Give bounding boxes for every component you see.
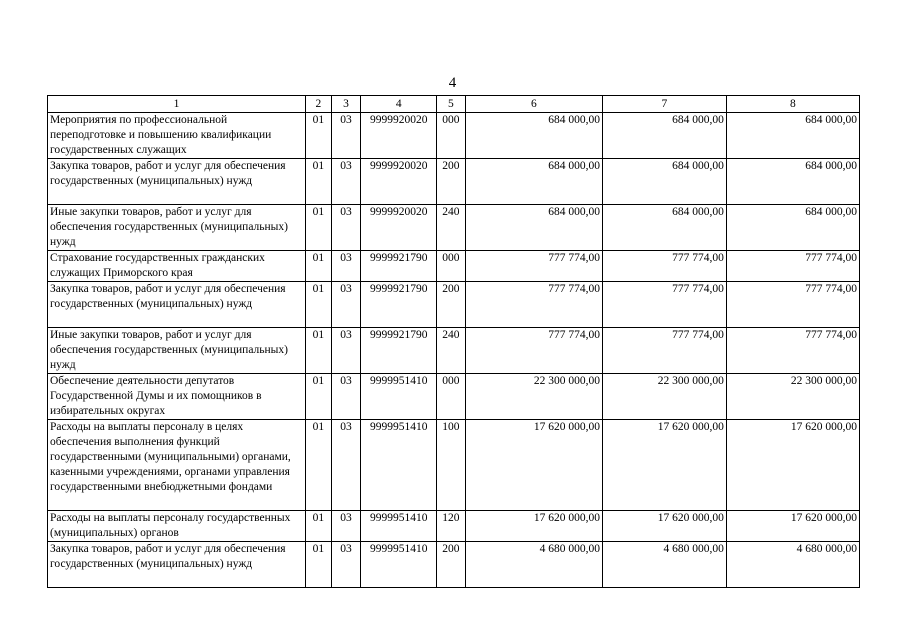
table-row	[48, 159, 860, 205]
amount-col-8: 777 774,00	[726, 282, 859, 328]
column-header: 7	[602, 96, 726, 113]
target-article-code: 9999920020	[361, 113, 437, 159]
expense-type-code: 240	[437, 328, 466, 374]
row-description: Иные закупки товаров, работ и услуг для обеспечения государственных (муниципальных) нужд	[48, 328, 306, 374]
expense-type-code: 100	[437, 420, 466, 511]
subsection-code: 03	[331, 374, 361, 420]
section-code: 01	[306, 205, 332, 251]
target-article-code: 9999921790	[361, 328, 437, 374]
amount-col-7: 684 000,00	[602, 113, 726, 159]
row-description: Закупка товаров, работ и услуг для обеспечения государственных (муниципальных) нужд	[48, 282, 306, 328]
row-description: Страхование государственных гражданских служащих Приморского края	[48, 251, 306, 282]
amount-col-8: 17 620 000,00	[726, 420, 859, 511]
amount-col-8: 4 680 000,00	[726, 542, 859, 588]
subsection-code: 03	[331, 251, 361, 282]
subsection-code: 03	[331, 205, 361, 251]
column-header: 3	[331, 96, 361, 113]
amount-col-8: 777 774,00	[726, 328, 859, 374]
column-header: 1	[48, 96, 306, 113]
table-row	[48, 251, 860, 282]
expense-type-code: 200	[437, 282, 466, 328]
expense-type-code: 200	[437, 159, 466, 205]
section-code: 01	[306, 328, 332, 374]
column-header: 5	[437, 96, 466, 113]
column-header: 8	[726, 96, 859, 113]
amount-col-8: 22 300 000,00	[726, 374, 859, 420]
amount-col-6: 684 000,00	[465, 159, 602, 205]
amount-col-7: 777 774,00	[602, 282, 726, 328]
expense-type-code: 000	[437, 113, 466, 159]
amount-col-6: 4 680 000,00	[465, 542, 602, 588]
table-row	[48, 511, 860, 542]
expense-type-code: 240	[437, 205, 466, 251]
table-header-row	[48, 96, 860, 113]
subsection-code: 03	[331, 542, 361, 588]
target-article-code: 9999920020	[361, 205, 437, 251]
row-description: Иные закупки товаров, работ и услуг для обеспечения государственных (муниципальных) нужд	[48, 205, 306, 251]
section-code: 01	[306, 511, 332, 542]
amount-col-7: 777 774,00	[602, 251, 726, 282]
target-article-code: 9999951410	[361, 374, 437, 420]
amount-col-6: 17 620 000,00	[465, 420, 602, 511]
section-code: 01	[306, 420, 332, 511]
amount-col-8: 17 620 000,00	[726, 511, 859, 542]
amount-col-7: 22 300 000,00	[602, 374, 726, 420]
column-header: 4	[361, 96, 437, 113]
subsection-code: 03	[331, 282, 361, 328]
subsection-code: 03	[331, 420, 361, 511]
amount-col-7: 4 680 000,00	[602, 542, 726, 588]
amount-col-8: 684 000,00	[726, 205, 859, 251]
target-article-code: 9999921790	[361, 251, 437, 282]
amount-col-8: 684 000,00	[726, 159, 859, 205]
target-article-code: 9999951410	[361, 511, 437, 542]
amount-col-6: 684 000,00	[465, 113, 602, 159]
amount-col-6: 777 774,00	[465, 251, 602, 282]
table-row	[48, 328, 860, 374]
target-article-code: 9999921790	[361, 282, 437, 328]
expense-type-code: 120	[437, 511, 466, 542]
amount-col-8: 684 000,00	[726, 113, 859, 159]
table-row	[48, 542, 860, 588]
expense-type-code: 200	[437, 542, 466, 588]
row-description: Расходы на выплаты персоналу государственных (муниципальных) органов	[48, 511, 306, 542]
section-code: 01	[306, 159, 332, 205]
amount-col-6: 777 774,00	[465, 282, 602, 328]
section-code: 01	[306, 251, 332, 282]
table-row	[48, 374, 860, 420]
table-row	[48, 113, 860, 159]
subsection-code: 03	[331, 328, 361, 374]
section-code: 01	[306, 542, 332, 588]
amount-col-7: 17 620 000,00	[602, 420, 726, 511]
target-article-code: 9999920020	[361, 159, 437, 205]
subsection-code: 03	[331, 511, 361, 542]
amount-col-6: 17 620 000,00	[465, 511, 602, 542]
amount-col-7: 17 620 000,00	[602, 511, 726, 542]
amount-col-6: 684 000,00	[465, 205, 602, 251]
row-description: Закупка товаров, работ и услуг для обеспечения государственных (муниципальных) нужд	[48, 542, 306, 588]
table-row	[48, 420, 860, 511]
column-header: 2	[306, 96, 332, 113]
page-number: 4	[448, 75, 457, 91]
table-row	[48, 282, 860, 328]
column-header: 6	[465, 96, 602, 113]
amount-col-7: 684 000,00	[602, 159, 726, 205]
section-code: 01	[306, 374, 332, 420]
subsection-code: 03	[331, 113, 361, 159]
target-article-code: 9999951410	[361, 420, 437, 511]
row-description: Закупка товаров, работ и услуг для обеспечения государственных (муниципальных) нужд	[48, 159, 306, 205]
table-row	[48, 205, 860, 251]
amount-col-6: 777 774,00	[465, 328, 602, 374]
row-description: Расходы на выплаты персоналу в целях обеспечения выполнения функций государственными (муниципальными) органами, казенными учреждениями, органами управления государственными внебюджетными фондами	[48, 420, 306, 511]
amount-col-7: 777 774,00	[602, 328, 726, 374]
section-code: 01	[306, 113, 332, 159]
row-description: Обеспечение деятельности депутатов Государственной Думы и их помощников в избирательных округах	[48, 374, 306, 420]
section-code: 01	[306, 282, 332, 328]
expense-type-code: 000	[437, 374, 466, 420]
amount-col-8: 777 774,00	[726, 251, 859, 282]
amount-col-6: 22 300 000,00	[465, 374, 602, 420]
amount-col-7: 684 000,00	[602, 205, 726, 251]
subsection-code: 03	[331, 159, 361, 205]
expense-type-code: 000	[437, 251, 466, 282]
row-description: Мероприятия по профессиональной переподготовке и повышению квалификации государственных служащих	[48, 113, 306, 159]
budget-table	[47, 95, 860, 588]
table-body	[48, 113, 860, 588]
target-article-code: 9999951410	[361, 542, 437, 588]
